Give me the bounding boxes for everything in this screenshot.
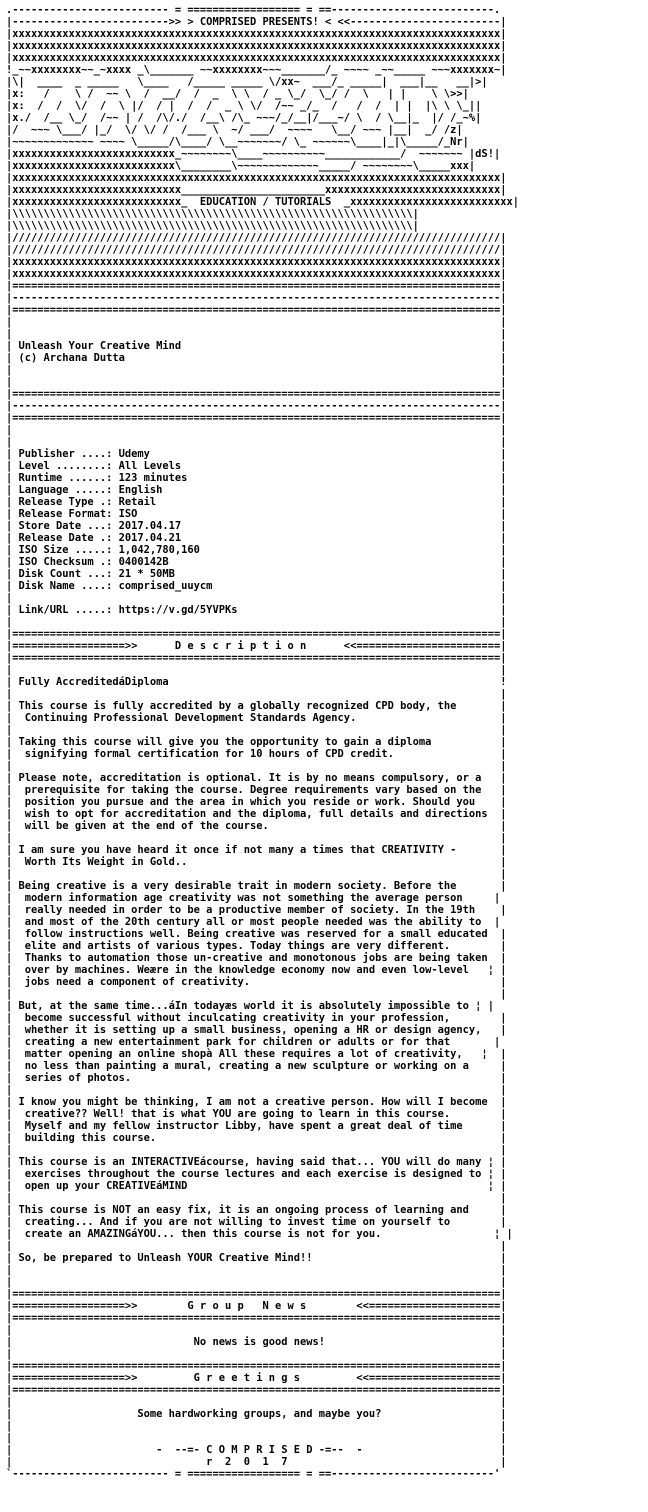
nfo-line: | | (6, 688, 507, 700)
nfo-line: |~~~~~~~~~~~~~ ~~~~ \_____/\____/ \__~~~~~~~/ \_ ~~~~~~\____|_|\_____/_Nr| (6, 136, 469, 148)
nfo-line: | signifying formal certification for 10 hours of CPD credit. | (6, 748, 507, 760)
nfo-line: | Myself and my fellow instructor Libby, have spent a great deal of time | (6, 1120, 507, 1132)
nfo-line: |xxxxxxxxxxxxxxxxxxxxxxxxxx\________\~~~~~~~~~~~~~_____/ ~~~~~~~~\_____xxx| (6, 160, 476, 172)
nfo-line: | This course is NOT an easy fix, it is an ongoing process of learning and | (6, 1204, 507, 1216)
nfo-line: | position you pursue and the area in which you reside or work. Should you | (6, 796, 507, 808)
nfo-line: |==============================================================================| (6, 1360, 507, 1372)
nfo-line: |xxxxxxxxxxxxxxxxxxxxxxxxxx_~~~~~~~~\____~~~~~~~~~~____________/ ~~~~~~~ |dS!| (6, 148, 501, 160)
nfo-line: |\\\\\\\\\\\\\\\\\\\\\\\\\\\\\\\\\\\\\\\\\\\\\\\\\\\\\\\\\\\\\\\\| (6, 220, 419, 232)
nfo-line: | prerequisite for taking the course. Degree requirements vary based on the | (6, 784, 507, 796)
nfo-line: | Store Date ...: 2017.04.17 | (6, 520, 507, 532)
nfo-line: | I know you might be thinking, I am not a creative person. How will I become | (6, 1096, 507, 1108)
nfo-line: | | (6, 376, 507, 388)
nfo-line: | matter opening an online shopà All these requires a lot of creativity, ¦ | (6, 1048, 507, 1060)
nfo-line: |==============================================================================| (6, 1384, 507, 1396)
nfo-line: |//////////////////////////////////////////////////////////////////////////////| (6, 232, 507, 244)
nfo-line: | follow instructions well. Being creative was reserved for a small educated | (6, 928, 507, 940)
nfo-line: |==================>> G r e e t i n g s <<=====================| (6, 1372, 507, 1384)
nfo-line: |------------------------------------------------------------------------------| (6, 292, 507, 304)
nfo-line: |xxxxxxxxxxxxxxxxxxxxxxxxxxxxxxxxxxxxxxxxxxxxxxxxxxxxxxxxxxxxxxxxxxxxxxxxxxxxxx| (6, 268, 507, 280)
nfo-line: | I am sure you have heard it once if not many a times that CREATIVITY - | (6, 844, 507, 856)
nfo-line: | whether it is setting up a small business, opening a HR or design agency, | (6, 1024, 507, 1036)
nfo-line: |x: / \ / ~~ \ / __/ / _ \ \ / _ \_/ \_/ / \ | | \ \>>| (6, 88, 469, 100)
nfo-line: |------------------------->> > COMPRISED PRESENTS! < <<------------------------| (6, 16, 507, 28)
nfo-line: | | (6, 328, 507, 340)
nfo-line: | jobs need a component of creativity. | (6, 976, 507, 988)
nfo-line: | No news is good news! | (6, 1336, 507, 1348)
nfo-line: | | (6, 364, 507, 376)
nfo-line: | Runtime ......: 123 minutes | (6, 472, 507, 484)
nfo-line: | Taking this course will give you the opportunity to gain a diploma | (6, 736, 507, 748)
nfo-line: | exercises throughout the course lectures and each exercise is designed to ¦ | (6, 1168, 507, 1180)
nfo-line: |xxxxxxxxxxxxxxxxxxxxxxxxxxx_ EDUCATION / TUTORIALS _xxxxxxxxxxxxxxxxxxxxxxxxxx| (6, 196, 519, 208)
nfo-line: |==============================================================================| (6, 304, 507, 316)
nfo-line: | | (6, 988, 507, 1000)
nfo-line: | Thanks to automation those un-creative and monotonous jobs are being taken | (6, 952, 507, 964)
nfo-line: | Continuing Professional Development Standards Agency. | (6, 712, 507, 724)
nfo-line: | Disk Name ....: comprised_uuycm | (6, 580, 507, 592)
nfo-line: | | (6, 1192, 507, 1204)
nfo-line: | | (6, 1264, 507, 1276)
nfo-line: | (c) Archana Dutta | (6, 352, 507, 364)
nfo-line: |x./ /__ \_/ /~~ | / /\/./ /__\ /\_ ~~~/_/__|/___~/ \ / \__|_ |/ /_~%| (6, 112, 482, 124)
nfo-line: `------------------------- = ================== = ==--------------------------' (6, 1468, 501, 1480)
nfo-line: |xxxxxxxxxxxxxxxxxxxxxxxxxxxxxxxxxxxxxxxxxxxxxxxxxxxxxxxxxxxxxxxxxxxxxxxxxxxxxx| (6, 40, 507, 52)
nfo-line: | | (6, 1432, 507, 1444)
nfo-line: | elite and artists of various types. Today things are very different. | (6, 940, 507, 952)
nfo-line: | | (6, 760, 507, 772)
nfo-line: | open up your CREATIVEáMIND ¦ | (6, 1180, 507, 1192)
nfo-line: | | (6, 1324, 507, 1336)
nfo-line: | | (6, 1276, 507, 1288)
nfo-line: | Level ........: All Levels | (6, 460, 507, 472)
nfo-line: | This course is fully accredited by a globally recognized CPD body, the | (6, 700, 507, 712)
nfo-line: | creating... And if you are not willing to invest time on yourself to | (6, 1216, 507, 1228)
nfo-line: |==============================================================================| (6, 388, 507, 400)
nfo-line: | Being creative is a very desirable trait in modern society. Before the | (6, 880, 507, 892)
nfo-line: | | (6, 1240, 507, 1252)
nfo-line: | | (6, 868, 507, 880)
nfo-line: | series of photos. | (6, 1072, 507, 1084)
nfo-line: | creating a new entertainment park for children or adults or for that | (6, 1036, 501, 1048)
nfo-line: | | (6, 1396, 507, 1408)
nfo-line: | Language .....: English | (6, 484, 507, 496)
nfo-line: | | (6, 424, 507, 436)
nfo-line: |x: / / \/ / \ |/ / | / / _ \ \/ /~~ _/_ / / / | | |\ \ \_|| (6, 100, 482, 112)
nfo-line: | | (6, 616, 507, 628)
nfo-line: | become successful without inculcating creativity in your profession, | (6, 1012, 507, 1024)
nfo-line: |------------------------------------------------------------------------------| (6, 400, 507, 412)
nfo-line: |==============================================================================| (6, 628, 507, 640)
nfo-line: |xxxxxxxxxxxxxxxxxxxxxxxxxxxxxxxxxxxxxxxxxxxxxxxxxxxxxxxxxxxxxxxxxxxxxxxxxxxxxx| (6, 172, 507, 184)
nfo-line: | | (6, 1348, 507, 1360)
nfo-line: | create an AMAZINGáYOU... then this course is not for you. ¦ | (6, 1228, 513, 1240)
nfo-line: | | (6, 664, 507, 676)
nfo-line: | Fully AccreditedáDiploma ! (6, 676, 507, 688)
nfo-line: !_~~xxxxxxxx~~_~xxxx _\_______ ~~xxxxxxxx~~~_______/_ ~~~~ _~~_____ ~~~xxxxxxx~| (6, 64, 507, 76)
nfo-line: | | (6, 1084, 507, 1096)
nfo-line: |==============================================================================| (6, 1288, 507, 1300)
nfo-line: |==============================================================================| (6, 412, 507, 424)
nfo-line: |==================>> G r o u p N e w s <<=====================| (6, 1300, 507, 1312)
nfo-line: | - --=- C O M P R I S E D -=-- - | (6, 1444, 507, 1456)
nfo-line: | Publisher ....: Udemy | (6, 448, 507, 460)
nfo-line: | Release Format: ISO | (6, 508, 507, 520)
nfo-line: | Disk Count ...: 21 * 50MB | (6, 568, 507, 580)
nfo-line: | no less than painting a mural, creating a new sculpture or working on a | (6, 1060, 507, 1072)
nfo-line: | | (6, 316, 507, 328)
nfo-line: .------------------------- = ================== = ==--------------------------. (6, 4, 501, 16)
nfo-line: | will be given at the end of the course. | (6, 820, 507, 832)
nfo-line: |\\\\\\\\\\\\\\\\\\\\\\\\\\\\\\\\\\\\\\\\\\\\\\\\\\\\\\\\\\\\\\\\| (6, 208, 419, 220)
nfo-line: | But, at the same time...áIn todayæs world it is absolutely impossible to ¦ | (6, 1000, 494, 1012)
nfo-line: | | (6, 832, 507, 844)
nfo-line: |==============================================================================| (6, 652, 507, 664)
nfo-line: | So, be prepared to Unleash YOUR Creative Mind!! | (6, 1252, 507, 1264)
nfo-line: | over by machines. Weære in the knowledge economy now and even low-level ¦ | (6, 964, 507, 976)
nfo-line: | Please note, accreditation is optional. It is by no means compulsory, or a | (6, 772, 507, 784)
nfo-line: |==================>> D e s c r i p t i o n <<=======================| (6, 640, 507, 652)
nfo-line: |/ ~~~ \___/ |_/ \/ \/ / /___ \ ~/ ___/ ~~~~ \__/ ~~~ |__| _/ /z| (6, 124, 463, 136)
nfo-line: | Link/URL .....: https://v.gd/5YVPKs | (6, 604, 507, 616)
nfo-line: | and most of the 20th century all or most people needed was the ability to | (6, 916, 501, 928)
nfo-line: |xxxxxxxxxxxxxxxxxxxxxxxxxxx_______________________xxxxxxxxxxxxxxxxxxxxxxxxxxxx| (6, 184, 507, 196)
nfo-line: |//////////////////////////////////////////////////////////////////////////////| (6, 244, 507, 256)
nfo-line: |xxxxxxxxxxxxxxxxxxxxxxxxxxxxxxxxxxxxxxxxxxxxxxxxxxxxxxxxxxxxxxxxxxxxxxxxxxxxxx| (6, 256, 507, 268)
nfo-line: | ISO Checksum .: 0400142B | (6, 556, 507, 568)
nfo-line: | | (6, 1420, 507, 1432)
nfo-line: |xxxxxxxxxxxxxxxxxxxxxxxxxxxxxxxxxxxxxxxxxxxxxxxxxxxxxxxxxxxxxxxxxxxxxxxxxxxxxx| (6, 28, 507, 40)
nfo-line: | really needed in order to be a productive member of society. In the 19th | (6, 904, 507, 916)
nfo-line: | Release Type .: Retail | (6, 496, 507, 508)
nfo-line: | r 2 0 1 7 | (6, 1456, 507, 1468)
nfo-line: | Unleash Your Creative Mind | (6, 340, 507, 352)
nfo-line: | This course is an INTERACTIVEácourse, having said that... YOU will do many ¦ | (6, 1156, 507, 1168)
nfo-line: | Some hardworking groups, and maybe you? | (6, 1408, 507, 1420)
nfo-line: | ISO Size .....: 1,042,780,160 | (6, 544, 507, 556)
nfo-line: | building this course. | (6, 1132, 507, 1144)
nfo-line: | modern information age creativity was not something the average person | (6, 892, 501, 904)
nfo-line: | | (6, 436, 507, 448)
nfo-line: | creative?? Well! that is what YOU are going to learn in this course. | (6, 1108, 507, 1120)
nfo-line: |\| ____ _ _____ \____ /_____ _____ \/xx~ ___/_ _____| ___|__ __|>| (6, 76, 488, 88)
nfo-line: | | (6, 1144, 507, 1156)
nfo-line: | | (6, 592, 507, 604)
nfo-line: | wish to opt for accreditation and the diploma, full details and directions | (6, 808, 507, 820)
nfo-line: |xxxxxxxxxxxxxxxxxxxxxxxxxxxxxxxxxxxxxxxxxxxxxxxxxxxxxxxxxxxxxxxxxxxxxxxxxxxxxx| (6, 52, 507, 64)
nfo-line: | | (6, 724, 507, 736)
nfo-line: |==============================================================================| (6, 1312, 507, 1324)
nfo-line: | Worth Its Weight in Gold.. | (6, 856, 507, 868)
nfo-line: | Release Date .: 2017.04.21 | (6, 532, 507, 544)
nfo-line: |==============================================================================| (6, 280, 507, 292)
